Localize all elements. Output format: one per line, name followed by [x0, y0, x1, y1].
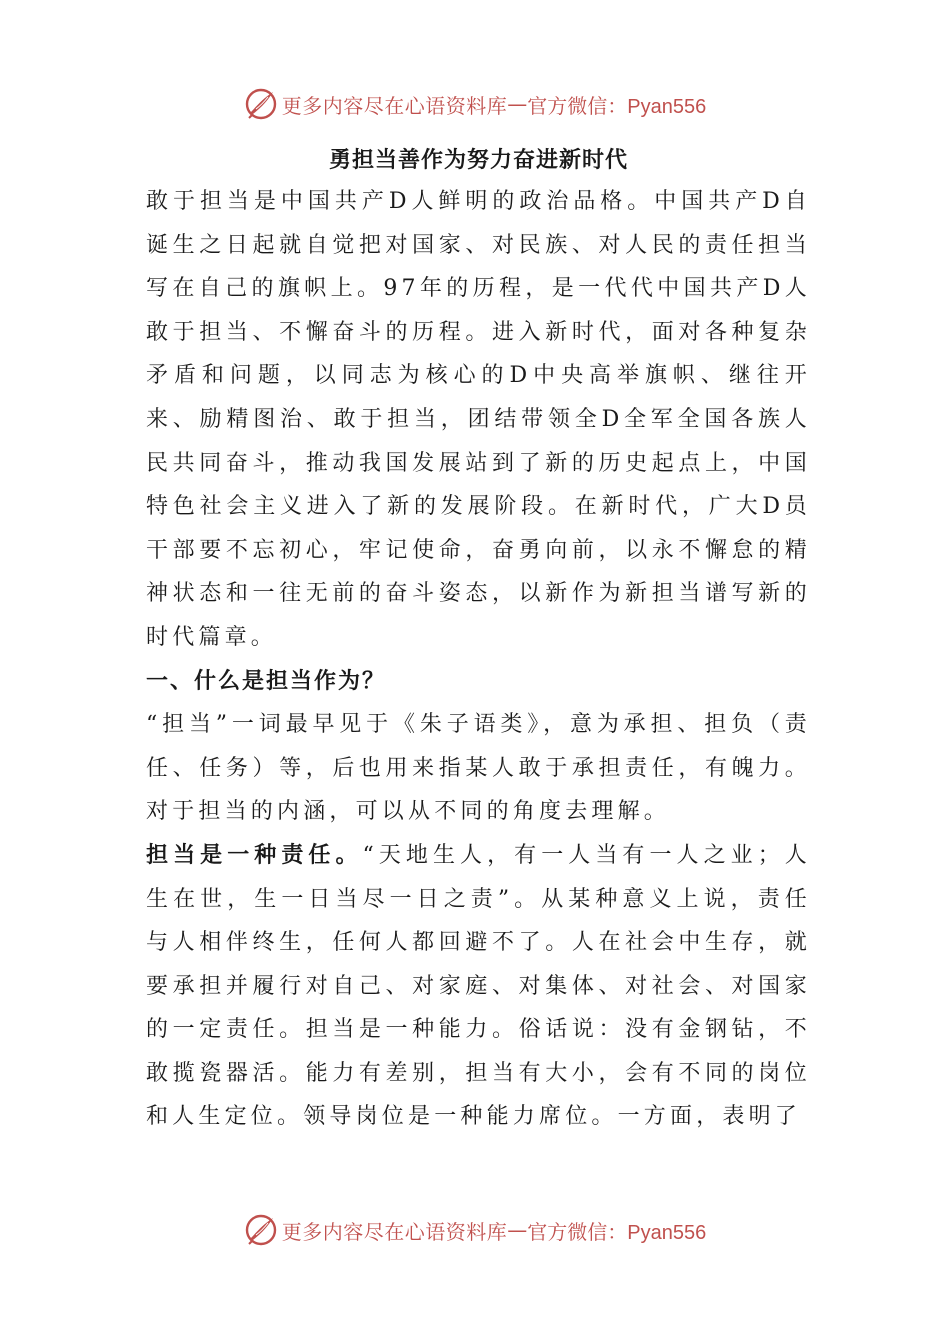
banner-text: 更多内容尽在心语资料库 — [281, 1219, 508, 1244]
document-body — [146, 140, 811, 1139]
banner-separator: — — [507, 92, 528, 116]
quill-pen-icon — [244, 87, 278, 121]
paragraph-definition: “担当”一词最早见于《朱子语类》，意为承担、担负（责任、任务）等，后也用来指某人敢于承担责任，有魄力。对于担当的内涵，可以从不同的角度去理解。 — [146, 712, 811, 825]
quill-pen-icon — [244, 1213, 278, 1247]
paragraph-intro: 敢于担当是中国共产D人鲜明的政治品格。中国共产D自诞生之日起就自觉把对国家、对民族、对人民的责任担当写在自己的旗帜上。97年的历程，是一代代中国共产D人敢于担当、不懈奋斗的历程。进入新时代，面对各种复杂矛盾和问题，以同志为核心的D中央高举旗帜、继往开来、励精图治、敢于担当，团结带领全D全军全国各族人民共同奋斗，推动我国发展站到了新的历史起点上，中国特色社会主义进入了新的发展阶段。在新时代，广大D员干部要不忘初心，牢记使命，奋勇向前，以永不懈怠的精神状态和一往无前的奋斗姿态，以新作为新担当谱写新的时代篇章。 — [146, 189, 811, 650]
section-heading: 一、什么是担当作为？ — [146, 667, 387, 694]
banner-handle: 官方微信：Pyan556 — [527, 1221, 707, 1244]
header-banner — [0, 84, 950, 124]
banner-handle: 官方微信：Pyan556 — [527, 95, 707, 118]
document-title: 勇担当善作为努力奋进新时代 — [328, 147, 628, 173]
paragraph-responsibility — [146, 834, 811, 1139]
banner-text: 更多内容尽在心语资料库 — [281, 93, 508, 118]
paragraph-body: “天地生人，有一人当有一人之业；人生在世，生一日当尽一日之责”。从某种意义上说，责任与人相伴终生，任何人都回避不了。人在社会中生存，就要承担并履行对自己、对家庭、对集体、对社会、对国家的一定责任。担当是一种能力。俗话说：没有金钢钻，不敢揽瓷器活。能力有差别，担当有大小，会有不同的岗位和人生定位。领导岗位是一种能力席位。一方面，表明了 — [146, 842, 811, 1130]
banner-separator: — — [507, 1218, 528, 1242]
paragraph-lead-bold: 担当是一种责任。 — [146, 841, 363, 868]
footer-banner — [0, 1210, 950, 1250]
